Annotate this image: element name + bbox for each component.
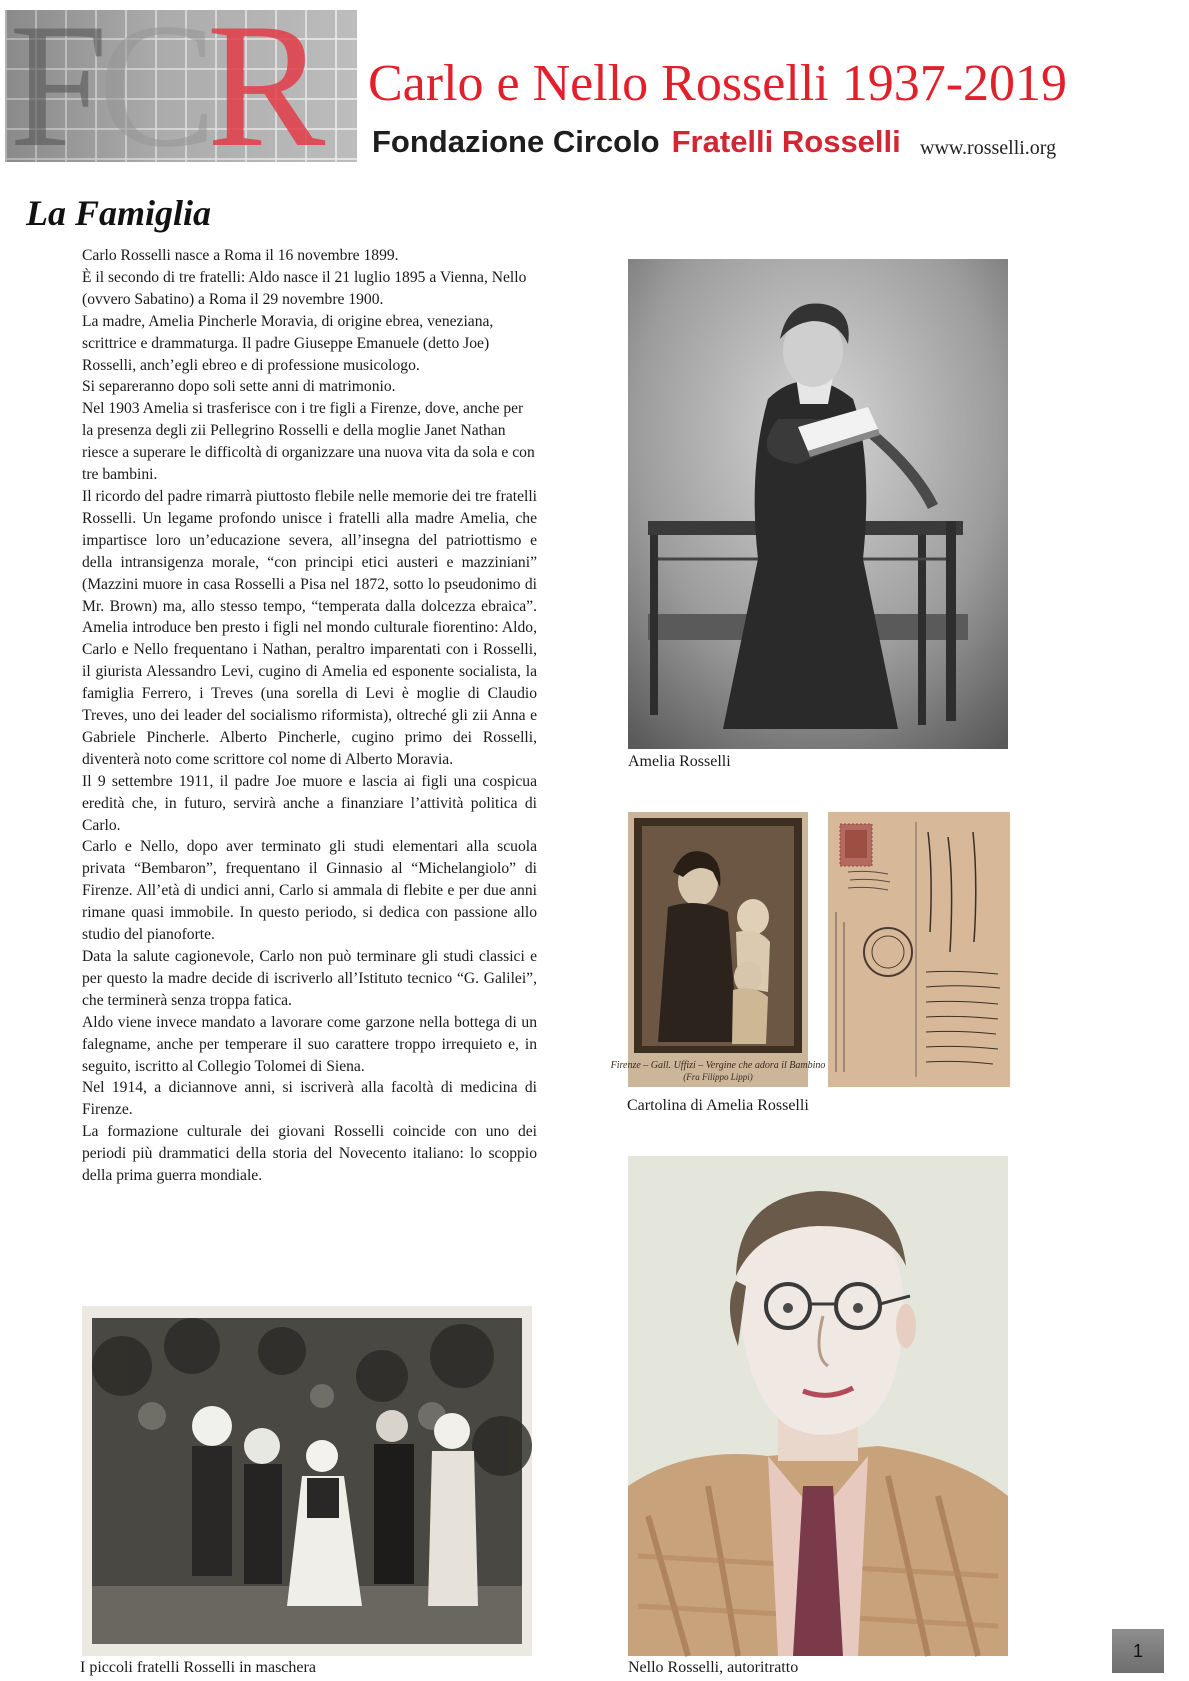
foundation-name-part1: Fondazione Circolo xyxy=(372,124,660,159)
page-number: 1 xyxy=(1112,1629,1164,1673)
postcard-back-image xyxy=(828,812,1010,1087)
amelia-photo-caption: Amelia Rosselli xyxy=(628,753,731,770)
logo-letter: C xyxy=(98,0,207,184)
article-paragraph: Carlo Rosselli nasce a Roma il 16 novembre 1899. xyxy=(82,247,399,264)
article-paragraph: Nel 1914, a diciannove anni, si iscriverà alla facoltà di medicina di Firenze. xyxy=(82,1079,537,1119)
article-paragraph: Si separeranno dopo soli sette anni di matrimonio. xyxy=(82,378,396,396)
website-link[interactable]: www.rosselli.org xyxy=(920,137,1057,159)
postcard-card-caption: Firenze – Gall. Uffizi – Vergine che adora il Bambino xyxy=(610,1060,826,1071)
children-photo-caption: I piccoli fratelli Rosselli in maschera xyxy=(80,1659,316,1676)
postcard-card-subcaption: (Fra Filippo Lippi) xyxy=(683,1072,753,1082)
article-paragraph: Carlo e Nello, dopo aver terminato gli studi elementari alla scuola privata “Bembaron”, frequentano il Ginnasio al “Michelangiolo” di Firenze. All’età di undici anni, Carlo si ammala di flebite e per due anni rimane quasi immobile. In questo periodo, si dedica con passione allo studio del pianoforte. xyxy=(82,838,537,944)
foundation-name-part2: Fratelli Rosselli xyxy=(671,124,901,159)
logo-letter: R xyxy=(206,0,316,184)
article-body xyxy=(82,245,537,1187)
article-paragraph: Aldo viene invece mandato a lavorare come garzone nella bottega di un falegname, anche per temperare il suo carattere troppo irrequieto e, in seguito, iscritto al Collegio Tolomei di Siena. xyxy=(82,1013,537,1075)
site-title: Carlo e Nello Rosselli 1937-2019 xyxy=(368,55,1068,112)
article-paragraph: È il secondo di tre fratelli: Aldo nasce il 21 luglio 1895 a Vienna, Nello (ovvero Sabatino) a Roma il 29 novembre 1900. xyxy=(82,268,527,308)
logo-letter: F xyxy=(9,0,98,184)
amelia-rosselli-photo xyxy=(628,259,1008,749)
rosselli-children-photo xyxy=(82,1306,532,1656)
article-paragraph: La madre, Amelia Pincherle Moravia, di origine ebrea, veneziana, scrittrice e drammaturga. Il padre Giuseppe Emanuele (detto Joe) Rosselli, anch’egli ebreo e di professione musicologo. xyxy=(82,312,494,374)
article-paragraph: La formazione culturale dei giovani Rosselli coincide con uno dei periodi più drammatici della storia del Novecento italiano: lo scoppio della prima guerra mondiale. xyxy=(82,1123,537,1185)
nello-portrait-caption: Nello Rosselli, autoritratto xyxy=(628,1659,799,1676)
fcr-logo xyxy=(5,0,357,184)
section-title: La Famiglia xyxy=(26,193,212,233)
article-paragraph: Nel 1903 Amelia si trasferisce con i tre figli a Firenze, dove, anche per la presenza degli zii Pellegrino Rosselli e della moglie Janet Nathan riesce a superare le difficoltà di organizzare una nuova vita da sola e con tre bambini. xyxy=(82,400,535,484)
postcard-caption: Cartolina di Amelia Rosselli xyxy=(627,1097,809,1114)
foundation-name xyxy=(372,124,901,160)
article-paragraph: Data la salute cagionevole, Carlo non può terminare gli studi classici e per questo la madre decide di iscriverlo all’Istituto tecnico “G. Galilei”, che terminerà senza troppa fatica. xyxy=(82,948,537,1009)
postcard-front-image xyxy=(610,812,826,1087)
nello-rosselli-self-portrait xyxy=(628,1156,1008,1656)
article-paragraph: Il ricordo del padre rimarrà piuttosto flebile nelle memorie dei tre fratelli Rosselli. Un legame profondo unisce i fratelli alla madre Amelia, che impartisce loro un’educazione severa, all’insegna del patriottismo e della intransigenza morale, “con principi etici austeri e mazziniani” (Mazzini muore in casa Rosselli a Pisa nel 1872, sotto lo pseudonimo di Mr. Brown) ma, allo stesso tempo, “temperata dalla dolcezza ebraica”. Amelia introduce ben presto i figli nel mondo culturale fiorentino: Aldo, Carlo e Nello frequentano i Nathan, peraltro imparentati con i Rosselli, il giurista Alessandro Levi, cugino di Amelia ed esponente socialista, la famiglia Ferrero, i Treves (una sorella di Levi è moglie di Claudio Treves, uno dei leader del socialismo riformista), oltreché gli zii Anna e Gabriele Pincherle. Alberto Pincherle, cugino primo dei Rosselli, diventerà noto come scrittore col nome di Alberto Moravia. xyxy=(82,487,537,768)
article-paragraph: Il 9 settembre 1911, il padre Joe muore e lascia ai figli una cospicua eredità che, in futuro, servirà anche a finanziare l’attività politica di Carlo. xyxy=(82,772,537,834)
